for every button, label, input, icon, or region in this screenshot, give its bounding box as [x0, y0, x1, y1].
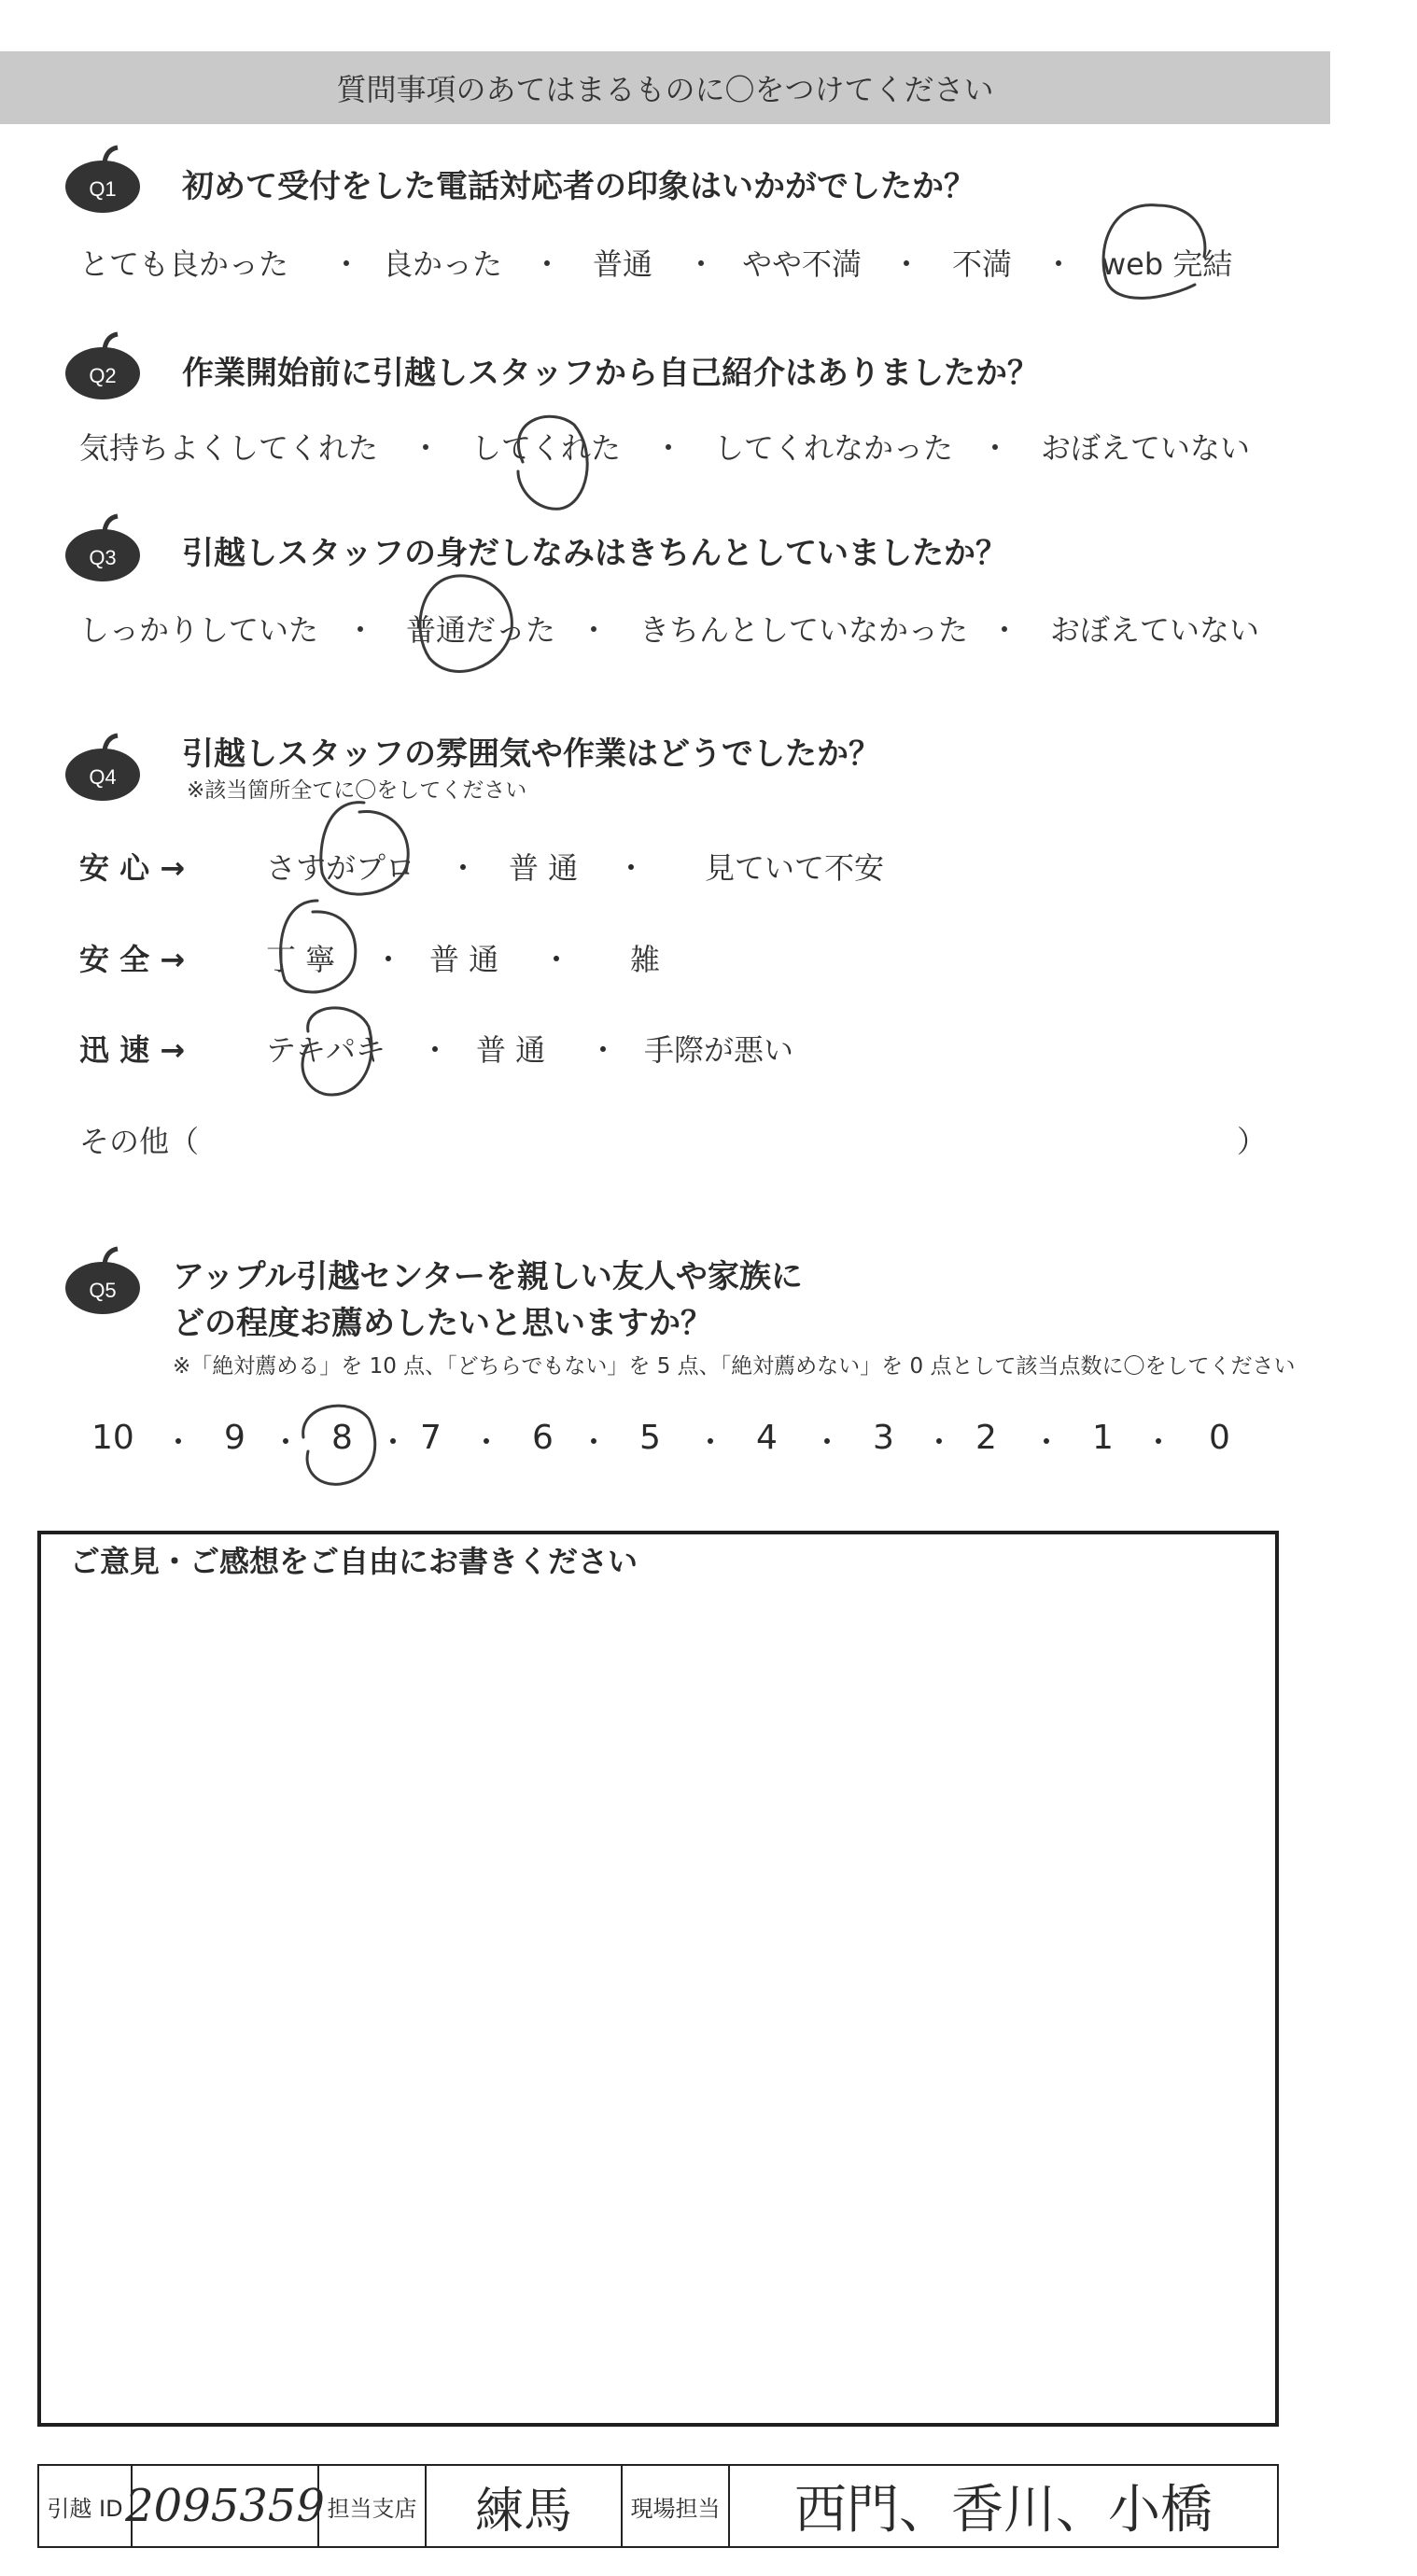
q1-badge-icon [58, 140, 142, 215]
q4-row-1-label: 安 心 → [79, 850, 186, 886]
q1-badge-label: Q1 [89, 177, 117, 201]
q4-row-2-handwritten-circle [266, 891, 369, 1003]
q5-score-6[interactable]: 6 [532, 1419, 554, 1457]
q4-row-2-option-1[interactable]: 丁 寧 [266, 942, 336, 977]
q2-options: 気持ちよくしてくれた ・ してくれた ・ してくれなかった ・ おぼえていない [0, 425, 1417, 471]
footer-id-value: 2095359 [133, 2466, 319, 2546]
q4-badge-icon [58, 728, 142, 803]
comments-title: ご意見・ご感想をご自由にお書きください [70, 1544, 638, 1579]
form-header: 質問事項のあてはまるものに〇をつけてください [0, 51, 1330, 124]
q3-handwritten-circle [401, 565, 532, 686]
q3-badge-label: Q3 [89, 546, 117, 569]
q2-badge-label: Q2 [89, 364, 117, 387]
q1-option-1[interactable]: とても良かった [79, 246, 289, 282]
q5-score-10[interactable]: 10 [91, 1419, 134, 1457]
q3-option-3[interactable]: きちんとしていなかった [639, 612, 969, 648]
q4-row-3-option-1[interactable]: テキパキ [266, 1032, 386, 1068]
q2-option-2[interactable]: してくれた [471, 430, 622, 466]
q5-score-9[interactable]: 9 [224, 1419, 246, 1457]
q4-row-1-option-2[interactable]: 普 通 [509, 850, 579, 886]
q2-option-3[interactable]: してくれなかった [714, 430, 954, 466]
q4-note: ※該当箇所全てに〇をしてください [187, 778, 527, 803]
footer-staff-label: 現場担当 [623, 2466, 730, 2546]
q3-options: しっかりしていた ・ 普通だった ・ きちんとしていなかった ・ おぼえていない [0, 607, 1417, 653]
q4-row-2-option-3[interactable]: 雑 [630, 942, 661, 977]
q1-option-3[interactable]: 普通 [593, 246, 653, 282]
q3-badge-icon [58, 509, 142, 583]
q5-badge-icon [58, 1241, 142, 1316]
q1-option-5[interactable]: 不満 [952, 246, 1013, 282]
q5-score-3[interactable]: 3 [873, 1419, 894, 1457]
q5-score-8[interactable]: 8 [331, 1419, 353, 1457]
q2-option-4[interactable]: おぼえていない [1041, 430, 1251, 466]
footer-branch-value: 練馬 [427, 2466, 623, 2546]
q5-note: ※「絶対薦める」を 10 点、「どちらでもない」を 5 点、「絶対薦めない」を 0 点として該当点数に〇をしてください [173, 1354, 1296, 1379]
q4-badge-label: Q4 [89, 765, 117, 789]
footer-id-label: 引越 ID [39, 2466, 133, 2546]
q5-score-0[interactable]: 0 [1209, 1419, 1230, 1457]
q4-row-jinsoku: 迅 速 → テキパキ ・ 普 通 ・ 手際が悪い [0, 1027, 1417, 1073]
q4-row-2-label: 安 全 → [79, 942, 186, 977]
footer-branch-label: 担当支店 [319, 2466, 427, 2546]
q5-handwritten-circle [285, 1391, 387, 1498]
footer-staff-value: 西門、香川、小橋 [794, 2480, 1213, 2541]
q5-score-7[interactable]: 7 [420, 1419, 442, 1457]
footer-table [37, 2464, 1279, 2548]
q3-option-2[interactable]: 普通だった [406, 612, 556, 648]
q4-row-3-label: 迅 速 → [79, 1032, 186, 1068]
q3-question: 引越しスタッフの身だしなみはきちんとしていましたか？ [182, 535, 1007, 572]
q2-question: 作業開始前に引越しスタッフから自己紹介はありましたか？ [182, 355, 1039, 392]
q1-option-2[interactable]: 良かった [383, 246, 503, 282]
q4-row-anzen: 安 全 → 丁 寧 ・ 普 通 ・ 雑 [0, 936, 1417, 983]
q2-badge-icon [58, 327, 142, 401]
q4-row-3-handwritten-circle [280, 994, 383, 1101]
q4-row-1-option-1[interactable]: さすがプロ [266, 850, 416, 886]
q1-handwritten-circle [1092, 191, 1223, 313]
q3-option-1[interactable]: しっかりしていた [79, 612, 319, 648]
q5-score-5[interactable]: 5 [639, 1419, 661, 1457]
q3-option-4[interactable]: おぼえていない [1050, 612, 1260, 648]
q4-row-3-option-2[interactable]: 普 通 [476, 1032, 546, 1068]
q1-option-6[interactable]: web 完結 [1101, 246, 1233, 282]
q5-score-4[interactable]: 4 [756, 1419, 778, 1457]
q5-scale: 10 ・ 9 ・ 8 ・ 7 ・ 6 ・ 5 ・ 4 ・ 3 ・ 2 ・ 1 ・ 0 [91, 1419, 1230, 1460]
q4-row-anshin: 安 心 → さすがプロ ・ 普 通 ・ 見ていて不安 [0, 845, 1417, 891]
q5-question-line2: どの程度お薦めしたいと思いますか？ [173, 1305, 712, 1342]
q2-option-1[interactable]: 気持ちよくしてくれた [79, 430, 379, 466]
q1-options: とても良かった ・ 良かった ・ 普通 ・ やや不満 ・ 不満 ・ web 完結 [0, 241, 1417, 287]
q4-row-3-option-3[interactable]: 手際が悪い [644, 1032, 794, 1068]
q5-question-line1: アップル引越センターを親しい友人や家族に [173, 1258, 803, 1295]
q4-row-1-option-3[interactable]: 見ていて不安 [705, 850, 885, 886]
q5-score-1[interactable]: 1 [1092, 1419, 1114, 1457]
q4-question: 引越しスタッフの雰囲気や作業はどうでしたか？ [182, 735, 880, 773]
comments-box[interactable] [37, 1531, 1279, 2427]
q1-question: 初めて受付をした電話対応者の印象はいかがでしたか？ [182, 168, 975, 205]
q4-other-close: ） [1237, 1124, 1268, 1159]
q1-option-4[interactable]: やや不満 [742, 246, 863, 282]
q4-other-label: その他（ [79, 1124, 200, 1159]
q5-score-2[interactable]: 2 [975, 1419, 997, 1457]
q2-handwritten-circle [495, 401, 607, 523]
q5-badge-label: Q5 [89, 1279, 117, 1302]
q4-row-2-option-2[interactable]: 普 通 [429, 942, 499, 977]
